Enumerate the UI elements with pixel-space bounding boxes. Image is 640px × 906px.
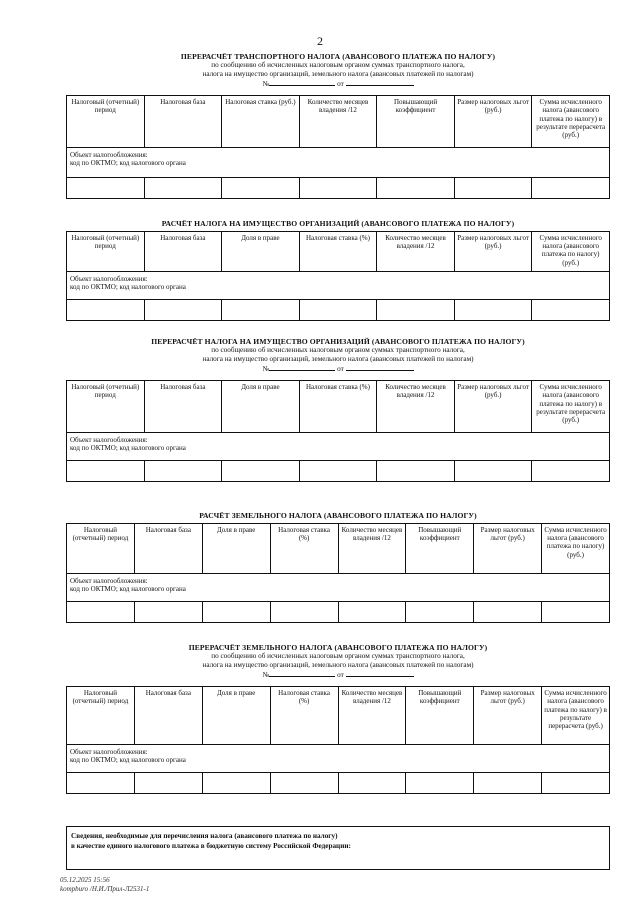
payment-info-box — [66, 826, 610, 870]
col-header: Налоговый (отчетный) период — [67, 524, 135, 574]
col-header: Налоговая база — [134, 687, 202, 745]
input-cell[interactable] — [67, 773, 135, 794]
input-cell[interactable] — [67, 461, 145, 482]
input-cell[interactable] — [542, 773, 610, 794]
input-cell[interactable] — [144, 178, 222, 199]
input-cell[interactable] — [338, 602, 406, 623]
col-header: Повышающий коэффициент — [377, 96, 455, 148]
input-cell[interactable] — [406, 602, 474, 623]
section-title: ПЕРЕРАСЧЁТ ТРАНСПОРТНОГО НАЛОГА (АВАНСОВОГО ПЛАТЕЖА ПО НАЛОГУ) — [180, 52, 496, 61]
col-header: Размер налоговых льгот (руб.) — [454, 381, 532, 433]
section-title: РАСЧЁТ ЗЕМЕЛЬНОГО НАЛОГА (АВАНСОВОГО ПЛАТЕЖА ПО НАЛОГУ) — [199, 511, 477, 520]
col-header: Сумма исчисленного налога (авансового платежа по налогу) в результате перерасчета (руб.) — [532, 381, 610, 433]
section-title: РАСЧЁТ НАЛОГА НА ИМУЩЕСТВО ОРГАНИЗАЦИЙ (АВАНСОВОГО ПЛАТЕЖА ПО НАЛОГУ) — [161, 219, 515, 228]
payment-info-line-2: в качестве единого налогового платежа в бюджетную систему Российской Федерации: — [71, 841, 351, 850]
col-header: Налоговая база — [134, 524, 202, 574]
message-number-line: № от — [66, 363, 610, 374]
payment-info-line-1: Сведения, необходимые для перечисления налога (авансового платежа по налогу) — [71, 832, 338, 840]
object-cell: Объект налогообложения: код по ОКТМО; код налогового органа — [67, 574, 610, 602]
section-property-calc — [66, 219, 610, 321]
input-cell[interactable] — [406, 773, 474, 794]
object-cell: Объект налогообложения: код по ОКТМО; код налогового органа — [67, 745, 610, 773]
col-header: Налоговый (отчетный) период — [67, 381, 145, 433]
col-header: Налоговая база — [144, 232, 222, 272]
col-header: Количество месяцев владения /12 — [338, 524, 406, 574]
col-header: Налоговая база — [144, 381, 222, 433]
tax-table — [66, 523, 610, 623]
object-cell: Объект налогообложения: код по ОКТМО; код налогового органа — [67, 148, 610, 178]
col-header: Сумма исчисленного налога (авансового платежа по налогу) (руб.) — [532, 232, 610, 272]
input-cell[interactable] — [532, 300, 610, 321]
input-cell[interactable] — [270, 773, 338, 794]
input-cell[interactable] — [67, 602, 135, 623]
input-cell[interactable] — [270, 602, 338, 623]
col-header: Налоговая ставка (%) — [270, 687, 338, 745]
input-cell[interactable] — [134, 602, 202, 623]
col-header: Количество месяцев владения /12 — [338, 687, 406, 745]
col-header: Размер налоговых льгот (руб.) — [474, 524, 542, 574]
section-transport-recalc — [66, 52, 610, 199]
input-cell[interactable] — [377, 300, 455, 321]
tax-table — [66, 380, 610, 482]
col-header: Сумма исчисленного налога (авансового платежа по налогу) в результате перерасчета (руб.) — [542, 687, 610, 745]
col-header: Налоговый (отчетный) период — [67, 687, 135, 745]
input-cell[interactable] — [202, 602, 270, 623]
col-header: Налоговая ставка (%) — [299, 232, 377, 272]
input-cell[interactable] — [474, 773, 542, 794]
input-cell[interactable] — [134, 773, 202, 794]
col-header: Размер налоговых льгот (руб.) — [474, 687, 542, 745]
input-cell[interactable] — [299, 300, 377, 321]
section-title: ПЕРЕРАСЧЁТ ЗЕМЕЛЬНОГО НАЛОГА (АВАНСОВОГО ПЛАТЕЖА ПО НАЛОГУ) — [188, 643, 488, 652]
col-header: Налоговая ставка (%) — [299, 381, 377, 433]
col-header: Доля в праве — [222, 381, 300, 433]
col-header: Количество месяцев владения /12 — [377, 381, 455, 433]
input-cell[interactable] — [474, 602, 542, 623]
tax-table — [66, 231, 610, 321]
input-cell[interactable] — [532, 178, 610, 199]
input-cell[interactable] — [454, 178, 532, 199]
input-cell[interactable] — [338, 773, 406, 794]
message-number-line: № от — [66, 78, 610, 89]
input-cell[interactable] — [454, 461, 532, 482]
section-subtitle-2: налога на имущество организаций, земельного налога (авансовых платежей по налогам) — [202, 354, 474, 363]
input-cell[interactable] — [67, 300, 145, 321]
col-header: Повышающий коэффициент — [406, 687, 474, 745]
input-cell[interactable] — [377, 178, 455, 199]
section-land-recalc — [66, 643, 610, 794]
col-header: Доля в праве — [202, 524, 270, 574]
col-header: Налоговая ставка (руб.) — [222, 96, 300, 148]
section-land-calc — [66, 511, 610, 623]
col-header: Налоговая ставка (%) — [270, 524, 338, 574]
input-cell[interactable] — [377, 461, 455, 482]
object-cell: Объект налогообложения: код по ОКТМО; код налогового органа — [67, 272, 610, 300]
col-header: Доля в праве — [222, 232, 300, 272]
tax-table — [66, 95, 610, 199]
col-header: Налоговая база — [144, 96, 222, 148]
input-cell[interactable] — [222, 300, 300, 321]
footer-timestamp: 05.12.2025 15:56 — [60, 876, 110, 884]
input-cell[interactable] — [144, 300, 222, 321]
section-property-recalc — [66, 337, 610, 482]
section-title: ПЕРЕРАСЧЁТ НАЛОГА НА ИМУЩЕСТВО ОРГАНИЗАЦИЙ (АВАНСОВОГО ПЛАТЕЖА ПО НАЛОГУ) — [151, 337, 525, 346]
col-header: Размер налоговых льгот (руб.) — [454, 232, 532, 272]
col-header: Количество месяцев владения /12 — [299, 96, 377, 148]
col-header: Повышающий коэффициент — [406, 524, 474, 574]
col-header: Налоговый (отчетный) период — [67, 232, 145, 272]
input-cell[interactable] — [542, 602, 610, 623]
input-cell[interactable] — [144, 461, 222, 482]
input-cell[interactable] — [532, 461, 610, 482]
col-header: Количество месяцев владения /12 — [377, 232, 455, 272]
col-header: Налоговый (отчетный) период — [67, 96, 145, 148]
section-subtitle-2: налога на имущество организаций, земельного налога (авансовых платежей по налогам) — [202, 69, 474, 78]
message-number-line: № от — [66, 669, 610, 680]
col-header: Сумма исчисленного налога (авансового платежа по налогу) (руб.) — [542, 524, 610, 574]
input-cell[interactable] — [454, 300, 532, 321]
section-subtitle-1: по сообщению об исчисленных налоговым органом суммах транспортного налога, — [211, 61, 465, 69]
input-cell[interactable] — [299, 178, 377, 199]
tax-table — [66, 686, 610, 794]
input-cell[interactable] — [202, 773, 270, 794]
footer-document-code: kompburo /Н.И./Прил-Л2531-1 — [60, 885, 150, 893]
input-cell[interactable] — [222, 178, 300, 199]
col-header: Размер налоговых льгот (руб.) — [454, 96, 532, 148]
section-subtitle-2: налога на имущество организаций, земельного налога (авансовых платежей по налогам) — [202, 660, 474, 669]
input-cell[interactable] — [222, 461, 300, 482]
col-header: Сумма исчисленного налога (авансового платежа по налогу) в результате перерасчета (руб.) — [532, 96, 610, 148]
object-cell: Объект налогообложения: код по ОКТМО; код налогового органа — [67, 433, 610, 461]
section-subtitle-1: по сообщению об исчисленных налоговым органом суммах транспортного налога, — [211, 346, 465, 354]
input-cell[interactable] — [67, 178, 145, 199]
section-subtitle-1: по сообщению об исчисленных налоговым органом суммах транспортного налога, — [211, 652, 465, 660]
page-number: 2 — [317, 34, 323, 48]
col-header: Доля в праве — [202, 687, 270, 745]
input-cell[interactable] — [299, 461, 377, 482]
